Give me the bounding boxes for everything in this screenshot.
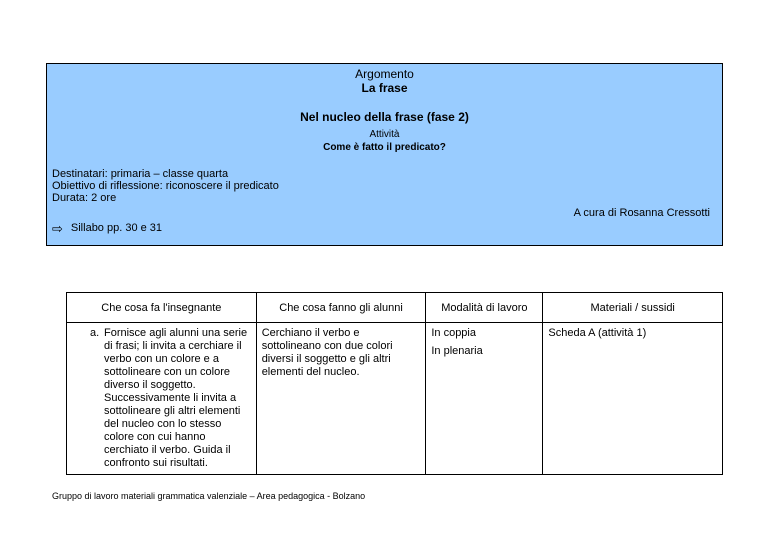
header-modalita: Modalità di lavoro xyxy=(426,293,543,323)
cell-materiali: Scheda A (attività 1) xyxy=(543,323,723,475)
attivita-label: Attività xyxy=(369,129,400,140)
activity-table xyxy=(66,292,723,475)
info-block xyxy=(52,168,279,204)
argomento-title: La frase xyxy=(361,81,408,95)
subtitle: Nel nucleo della frase (fase 2) xyxy=(300,110,469,124)
sillabo-line xyxy=(52,222,162,234)
header-insegnante: Che cosa fa l'insegnante xyxy=(67,293,257,323)
modalita-coppia: In coppia xyxy=(431,327,476,339)
arrow-right-outline-icon: ⇨ xyxy=(52,220,63,236)
item-letter: a. xyxy=(90,327,100,339)
cell-insegnante xyxy=(67,323,257,475)
insegnante-text: Fornisce agli alunni una serie di frasi; li invita a cerchiare il verbo con un colore e a sottolineare con un colore diverso il soggetto. Successivamente li invita a sottolineare gli altri elementi del nucleo con lo stesso colore con cui hanno cerchiato il verbo. Guida il confronto sui risultati. xyxy=(104,327,248,469)
argomento-label: Argomento xyxy=(355,67,414,81)
info-durata: Durata: 2 ore xyxy=(52,192,117,204)
header-alunni: Che cosa fanno gli alunni xyxy=(256,293,426,323)
sillabo-text: Sillabo pp. 30 e 31 xyxy=(70,222,163,234)
info-obiettivo: Obiettivo di riflessione: riconoscere il predicato xyxy=(52,180,279,192)
table-row xyxy=(67,323,723,475)
cell-alunni: Cerchiano il verbo e sottolineano con due colori diversi il soggetto e gli altri elementi del nucleo. xyxy=(256,323,426,475)
footer: Gruppo di lavoro materiali grammatica valenziale – Area pedagogica - Bolzano xyxy=(52,491,366,501)
table-header-row xyxy=(67,293,723,323)
cell-modalita xyxy=(426,323,543,475)
attivita-title: Come è fatto il predicato? xyxy=(323,142,446,153)
header-materiali: Materiali / sussidi xyxy=(543,293,723,323)
header-box xyxy=(46,63,723,246)
info-destinatari: Destinatari: primaria – classe quarta xyxy=(52,168,229,180)
modalita-plenaria: In plenaria xyxy=(431,345,483,357)
author: A cura di Rosanna Cressotti xyxy=(573,207,710,219)
